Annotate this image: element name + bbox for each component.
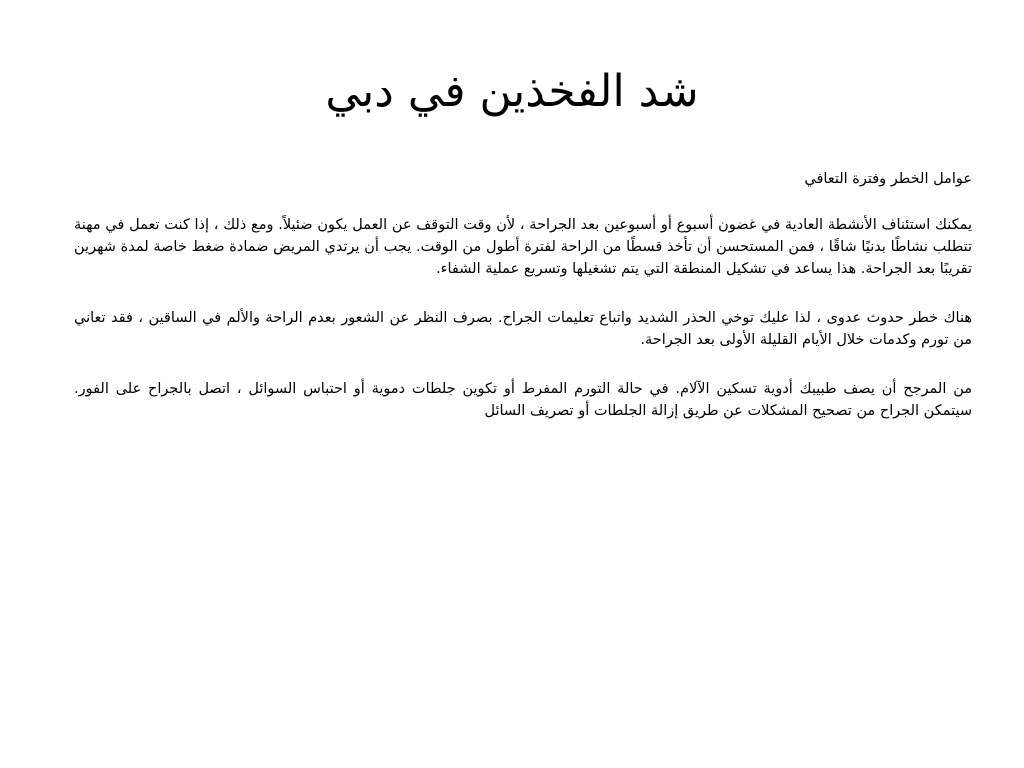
- paragraph-complications: من المرجح أن يصف طبيبك أدوية تسكين الآلام. في حالة التورم المفرط أو تكوين جلطات دموية أو احتباس السوائل ، اتصل بالجراح على الفور. سيتمكن الجراح من تصحيح المشكلات عن طريق إزالة الجلطات أو تصريف السائل: [74, 381, 972, 419]
- paragraph-recovery: يمكنك استئناف الأنشطة العادية في غضون أسبوع أو أسبوعين بعد الجراحة ، لأن وقت التوقف عن العمل يكون ضئيلاً. ومع ذلك ، إذا كنت تعمل في مهنة تتطلب نشاطًا بدنيًا شاقًا ، فمن المستحسن أن تأخذ قسطًا من الراحة لفترة أطول من الوقت. يجب أن يرتدي المريض ضمادة ضغط خاصة لمدة شهرين تقريبًا بعد الجراحة. هذا يساعد في تشكيل المنطقة التي يتم تشغيلها وتسريع عملية الشفاء.: [74, 217, 972, 277]
- slide-body: [74, 168, 972, 449]
- slide-title: شد الفخذين في دبي: [325, 66, 699, 117]
- paragraph-risks: هناك خطر حدوث عدوى ، لذا عليك توخي الحذر الشديد واتباع تعليمات الجراح. بصرف النظر عن الشعور بعدم الراحة والألم في الساقين ، فقد تعاني من تورم وكدمات خلال الأيام القليلة الأولى بعد الجراحة.: [74, 310, 972, 348]
- section-subheading: عوامل الخطر وفترة التعافي: [804, 171, 972, 187]
